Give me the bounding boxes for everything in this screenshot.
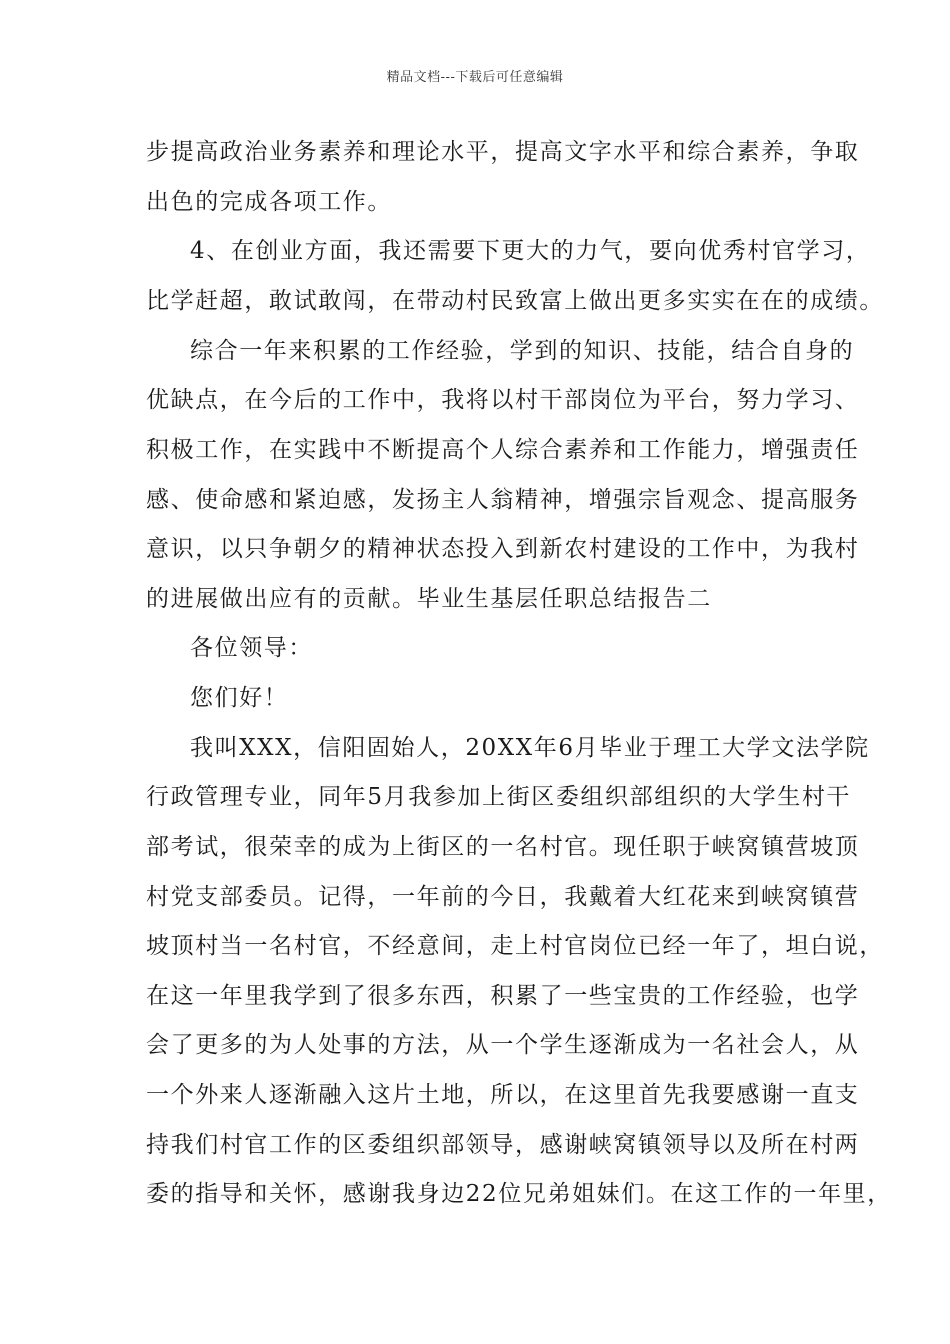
text-line: 比学赶超，敢试敢闯，在带动村民致富上做出更多实实在在的成绩。 [146, 288, 884, 314]
text-line: 优缺点，在今后的工作中，我将以村干部岗位为平台，努力学习、 [146, 387, 860, 413]
text-line: 积极工作，在实践中不断提高个人综合素养和工作能力，增强责任 [146, 437, 860, 463]
text-line: 步提高政治业务素养和理论水平，提高文字水平和综合素养，争取 [146, 139, 860, 165]
text-line: 综合一年来积累的工作经验，学到的知识、技能，结合自身的 [190, 338, 855, 364]
text-line: 行政管理专业，同年5月我参加上街区委组织部组织的大学生村干 [146, 784, 852, 810]
text-line: 出色的完成各项工作。 [146, 189, 392, 215]
text-line: 一个外来人逐渐融入这片土地，所以，在这里首先我要感谢一直支 [146, 1082, 860, 1108]
page-header: 精品文档---下载后可任意编辑 [386, 70, 564, 85]
text-line: 会了更多的为人处事的方法，从一个学生逐渐成为一名社会人，从 [146, 1032, 860, 1058]
text-line: 感、使命感和紧迫感，发扬主人翁精神，增强宗旨观念、提高服务 [146, 487, 860, 513]
text-line: 持我们村官工作的区委组织部领导，感谢峡窝镇领导以及所在村两 [146, 1132, 860, 1158]
salutation: 各位领导： [190, 635, 313, 661]
text-line: 坡顶村当一名村官，不经意间，走上村官岗位已经一年了，坦白说， [146, 933, 884, 959]
text-line: 的进展做出应有的贡献。毕业生基层任职总结报告二 [146, 586, 712, 612]
text-line: 委的指导和关怀，感谢我身边22位兄弟姐妹们。在这工作的一年里， [146, 1181, 892, 1207]
text-line: 4、在创业方面，我还需要下更大的力气，要向优秀村官学习， [190, 238, 871, 264]
text-line: 我叫XXX，信阳固始人，20XX年6月毕业于理工大学文法学院 [190, 735, 870, 761]
text-line: 部考试，很荣幸的成为上街区的一名村官。现任职于峡窝镇营坡顶 [146, 834, 860, 860]
greeting: 您们好！ [190, 685, 289, 711]
text-line: 意识，以只争朝夕的精神状态投入到新农村建设的工作中，为我村 [146, 536, 860, 562]
text-line: 在这一年里我学到了很多东西，积累了一些宝贵的工作经验，也学 [146, 983, 860, 1009]
text-line: 村党支部委员。记得，一年前的今日，我戴着大红花来到峡窝镇营 [146, 884, 860, 910]
